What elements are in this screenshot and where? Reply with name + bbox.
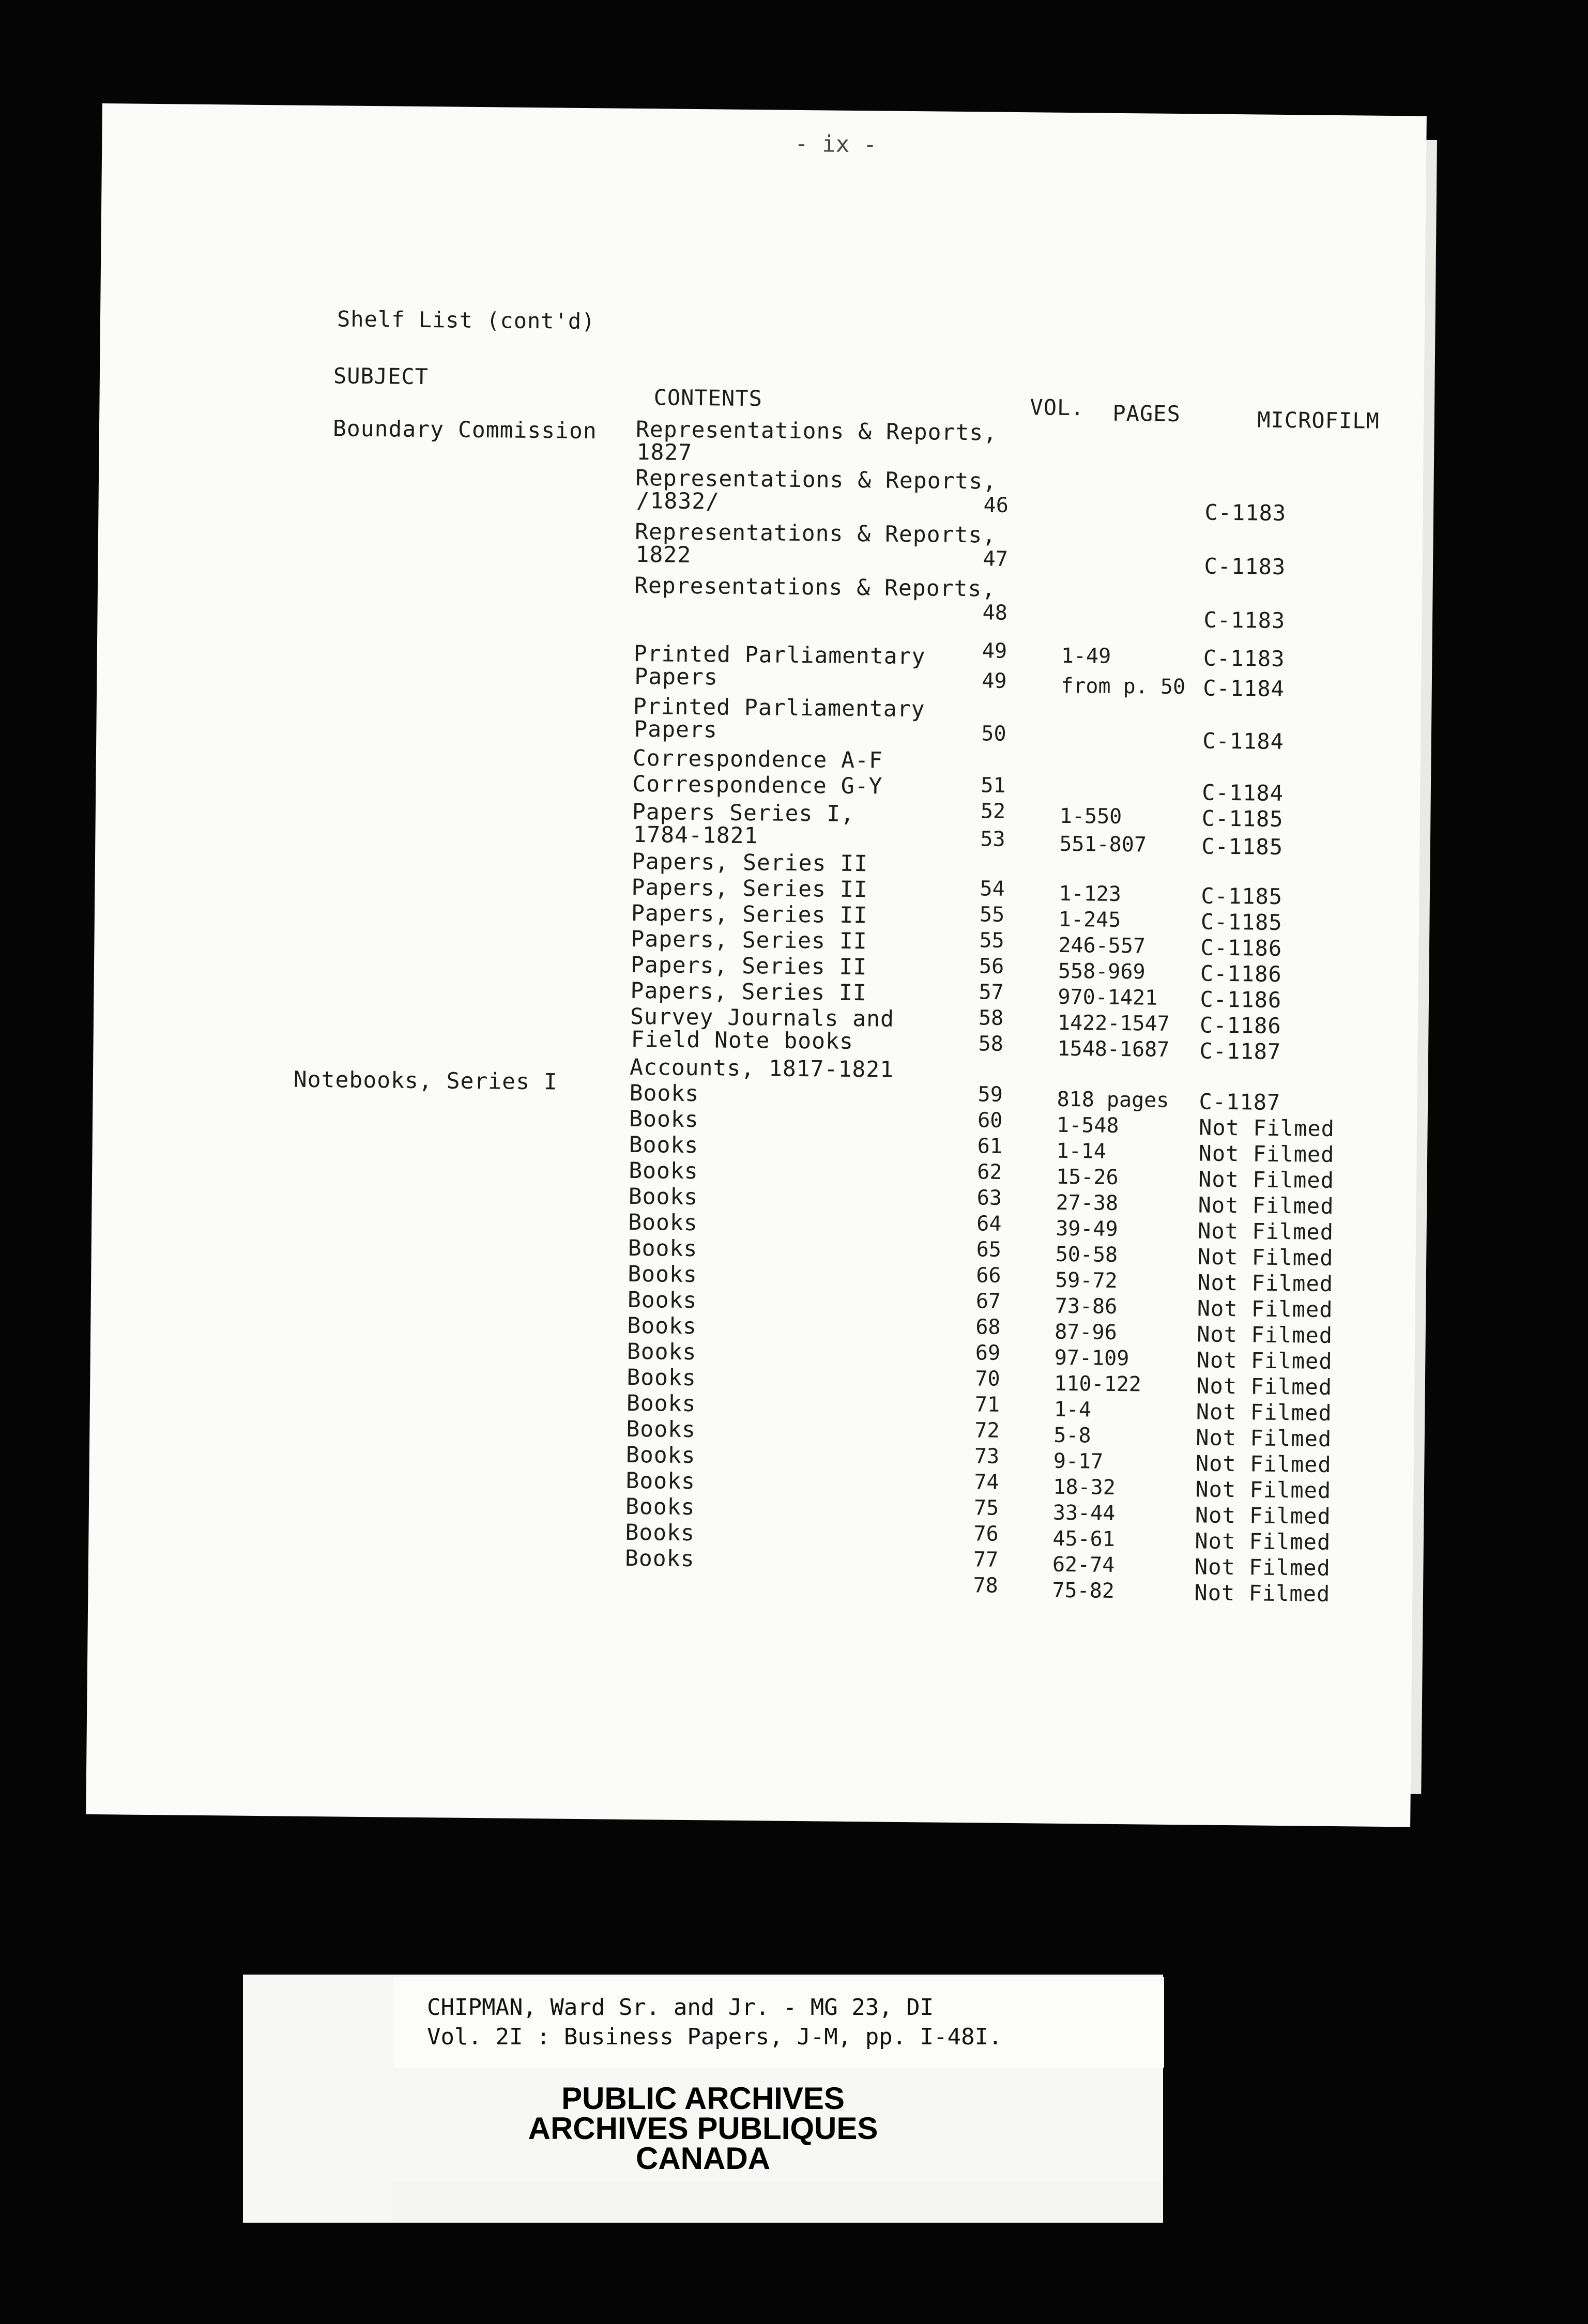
row-volume: 53 xyxy=(980,827,1005,851)
row-volume: 67 xyxy=(975,1289,1001,1313)
label-line-1: CHIPMAN, Ward Sr. and Jr. - MG 23, DI xyxy=(427,1994,934,2021)
row-volume: 74 xyxy=(974,1470,999,1494)
row-contents-continued: Papers xyxy=(634,716,717,743)
row-contents: Papers, Series II xyxy=(631,900,868,929)
row-microfilm: Not Filmed xyxy=(1196,1425,1332,1451)
row-microfilm: Not Filmed xyxy=(1195,1502,1331,1529)
row-contents: Representations & Reports, xyxy=(634,572,996,602)
row-contents: Correspondence A-F xyxy=(632,745,883,774)
row-volume: 68 xyxy=(975,1315,1001,1339)
row-pages: 73-86 xyxy=(1055,1294,1118,1319)
row-contents: Papers Series I, xyxy=(632,799,855,828)
row-pages: 1-548 xyxy=(1056,1113,1119,1138)
row-volume: 52 xyxy=(980,799,1006,823)
row-pages: 1-14 xyxy=(1056,1139,1107,1164)
row-pages: 818 pages xyxy=(1057,1087,1169,1112)
row-contents-continued: 1784-1821 xyxy=(633,821,758,849)
row-pages: 62-74 xyxy=(1052,1552,1115,1577)
header-pages: PAGES xyxy=(1112,400,1181,427)
row-pages: 33-44 xyxy=(1052,1501,1116,1525)
institution-line-1: PUBLIC ARCHIVES xyxy=(561,2081,845,2116)
row-contents-continued: Field Note books xyxy=(631,1026,854,1055)
row-pages: 18-32 xyxy=(1053,1475,1116,1500)
row-contents: Books xyxy=(625,1493,695,1521)
row-microfilm: Not Filmed xyxy=(1197,1295,1333,1322)
row-pages: 45-61 xyxy=(1052,1526,1116,1551)
row-volume: 66 xyxy=(976,1263,1001,1288)
row-contents: Representations & Reports, xyxy=(634,518,997,548)
row-pages: 87-96 xyxy=(1055,1320,1117,1344)
document-page xyxy=(86,103,1427,1827)
label-line-2: Vol. 2I : Business Papers, J-M, pp. I-48I. xyxy=(427,2024,1002,2050)
row-volume: 54 xyxy=(980,877,1005,901)
row-volume: 65 xyxy=(976,1237,1002,1262)
row-microfilm: C-1184 xyxy=(1203,675,1285,702)
row-volume: 58 xyxy=(978,1032,1004,1056)
row-contents: Books xyxy=(625,1467,696,1495)
row-contents-continued: 1827 xyxy=(636,439,693,466)
row-microfilm: C-1184 xyxy=(1202,779,1284,806)
row-pages: 1422-1547 xyxy=(1057,1011,1170,1036)
row-contents: Papers, Series II xyxy=(630,952,867,981)
row-contents: Books xyxy=(629,1080,699,1107)
row-contents-continued: 1822 xyxy=(635,541,692,568)
row-pages: 39-49 xyxy=(1055,1216,1118,1241)
row-volume: 50 xyxy=(981,722,1006,746)
row-volume: 51 xyxy=(981,773,1006,798)
row-volume: 55 xyxy=(979,903,1005,927)
row-contents-continued: Papers xyxy=(634,663,718,691)
row-pages: 15-26 xyxy=(1056,1165,1119,1189)
row-volume: 60 xyxy=(977,1108,1003,1133)
row-volume: 63 xyxy=(976,1186,1002,1210)
row-contents: Representations & Reports, xyxy=(635,416,998,446)
label-card-strip xyxy=(392,2182,1162,2223)
row-volume: 70 xyxy=(975,1367,1000,1391)
row-pages: 551-807 xyxy=(1059,832,1147,857)
institution-line-2: ARCHIVES PUBLIQUES xyxy=(528,2111,878,2146)
row-microfilm: Not Filmed xyxy=(1197,1321,1333,1348)
row-volume: 62 xyxy=(977,1160,1002,1184)
row-contents: Papers, Series II xyxy=(630,977,867,1006)
row-contents: Books xyxy=(627,1312,697,1340)
row-microfilm: C-1185 xyxy=(1201,805,1284,832)
row-volume: 73 xyxy=(974,1444,1000,1469)
subject-boundary-commission: Boundary Commission xyxy=(332,416,598,445)
table-row xyxy=(99,411,1424,466)
row-contents: Books xyxy=(625,1442,696,1469)
row-microfilm: Not Filmed xyxy=(1195,1476,1332,1503)
row-contents: Papers, Series II xyxy=(631,848,868,877)
row-microfilm: Not Filmed xyxy=(1195,1450,1332,1477)
row-pages: 1-550 xyxy=(1059,804,1122,829)
row-contents: Books xyxy=(627,1364,697,1392)
row-pages: 50-58 xyxy=(1055,1242,1118,1267)
row-microfilm: C-1186 xyxy=(1200,935,1282,961)
row-contents: Books xyxy=(628,1235,698,1262)
row-volume: 57 xyxy=(979,980,1004,1004)
row-volume: 72 xyxy=(974,1418,1000,1443)
row-volume: 46 xyxy=(983,493,1009,517)
row-microfilm: C-1187 xyxy=(1199,1089,1281,1115)
row-microfilm: C-1183 xyxy=(1204,499,1287,526)
row-volume: 58 xyxy=(978,1006,1004,1030)
header-contents: CONTENTS xyxy=(653,385,763,411)
row-volume: 75 xyxy=(973,1496,999,1520)
row-pages: 246-557 xyxy=(1058,933,1146,958)
row-contents: Books xyxy=(626,1416,696,1443)
row-microfilm: Not Filmed xyxy=(1198,1192,1334,1219)
row-contents: Books xyxy=(629,1106,699,1133)
row-contents: Books xyxy=(626,1390,696,1417)
row-pages: 1-4 xyxy=(1053,1397,1092,1422)
row-volume: 64 xyxy=(976,1212,1002,1236)
label-card-inner xyxy=(394,1977,1164,2068)
row-pages: from p. 50 xyxy=(1061,674,1186,699)
header-microfilm: MICROFILM xyxy=(1257,407,1380,434)
row-volume: 55 xyxy=(979,928,1004,953)
row-volume: 49 xyxy=(982,669,1007,693)
row-microfilm: C-1186 xyxy=(1200,960,1282,987)
document-title: Shelf List (cont'd) xyxy=(337,306,596,334)
row-microfilm: Not Filmed xyxy=(1197,1218,1334,1245)
row-contents: Books xyxy=(629,1132,699,1159)
row-pages: 558-969 xyxy=(1058,959,1146,984)
row-volume: 76 xyxy=(973,1522,999,1546)
row-microfilm: Not Filmed xyxy=(1198,1140,1335,1167)
subject-notebooks: Notebooks, Series I xyxy=(293,1066,558,1095)
row-volume: 69 xyxy=(975,1341,1001,1365)
row-volume: 56 xyxy=(979,954,1004,978)
row-pages: 970-1421 xyxy=(1058,985,1158,1010)
row-microfilm: Not Filmed xyxy=(1198,1166,1335,1193)
row-microfilm: Not Filmed xyxy=(1194,1554,1331,1581)
page-number: - ix - xyxy=(795,130,877,158)
row-contents: Survey Journals and xyxy=(630,1003,895,1032)
row-microfilm: Not Filmed xyxy=(1197,1244,1334,1271)
row-contents: Representations & Reports, xyxy=(635,465,997,495)
row-microfilm: C-1186 xyxy=(1200,986,1282,1013)
row-microfilm: C-1186 xyxy=(1199,1012,1281,1038)
row-microfilm: C-1185 xyxy=(1201,833,1284,860)
row-contents: Books xyxy=(627,1338,697,1366)
row-microfilm: C-1185 xyxy=(1200,909,1282,935)
row-microfilm: Not Filmed xyxy=(1194,1580,1331,1607)
row-microfilm: Not Filmed xyxy=(1197,1270,1334,1296)
row-pages: 75-82 xyxy=(1052,1578,1115,1603)
row-pages: 27-38 xyxy=(1056,1190,1119,1215)
row-microfilm: C-1183 xyxy=(1204,553,1286,580)
row-contents: Books xyxy=(625,1519,695,1547)
row-microfilm: Not Filmed xyxy=(1196,1399,1332,1426)
header-subject: SUBJECT xyxy=(333,363,429,390)
row-microfilm: Not Filmed xyxy=(1195,1528,1331,1555)
row-microfilm: C-1183 xyxy=(1203,607,1286,634)
row-contents: Books xyxy=(624,1545,695,1572)
row-microfilm: C-1184 xyxy=(1202,728,1285,754)
row-contents: Books xyxy=(628,1157,698,1185)
row-microfilm: C-1187 xyxy=(1199,1038,1281,1064)
row-volume: 47 xyxy=(983,547,1009,571)
table-row xyxy=(99,460,1423,526)
row-contents: Books xyxy=(628,1183,698,1211)
row-microfilm: Not Filmed xyxy=(1196,1347,1333,1374)
row-volume: 49 xyxy=(982,639,1007,663)
row-pages: 1-123 xyxy=(1059,881,1122,906)
row-pages: 5-8 xyxy=(1053,1423,1091,1448)
row-microfilm: C-1185 xyxy=(1201,883,1283,909)
row-pages: 9-17 xyxy=(1053,1449,1104,1474)
row-microfilm: C-1183 xyxy=(1203,645,1285,672)
row-volume: 48 xyxy=(982,601,1008,625)
row-contents: Papers, Series II xyxy=(631,926,867,955)
row-pages: 1548-1687 xyxy=(1057,1036,1170,1062)
row-volume: 61 xyxy=(977,1134,1003,1158)
row-contents: Books xyxy=(628,1261,697,1288)
row-volume: 78 xyxy=(973,1573,998,1598)
row-volume: 71 xyxy=(974,1393,1000,1417)
row-contents: Books xyxy=(628,1209,698,1236)
row-pages: 110-122 xyxy=(1054,1371,1142,1397)
row-pages: 59-72 xyxy=(1055,1268,1118,1293)
row-pages: 1-49 xyxy=(1061,644,1111,668)
row-contents-continued: /1832/ xyxy=(636,487,720,515)
row-volume: 77 xyxy=(973,1548,999,1572)
row-pages: 97-109 xyxy=(1054,1346,1129,1371)
row-contents: Correspondence G-Y xyxy=(632,771,883,800)
institution-line-3: CANADA xyxy=(636,2141,770,2176)
row-pages: 1-245 xyxy=(1058,907,1121,932)
row-volume: 59 xyxy=(978,1082,1003,1107)
row-microfilm: Not Filmed xyxy=(1198,1114,1335,1141)
row-microfilm: Not Filmed xyxy=(1196,1373,1333,1400)
row-contents: Books xyxy=(627,1287,697,1314)
row-contents: Accounts, 1817-1821 xyxy=(629,1054,894,1083)
row-contents: Printed Parliamentary xyxy=(633,640,926,670)
row-contents: Printed Parliamentary xyxy=(633,693,925,723)
row-contents: Papers, Series II xyxy=(631,874,868,903)
header-vol: VOL. xyxy=(1030,394,1085,421)
